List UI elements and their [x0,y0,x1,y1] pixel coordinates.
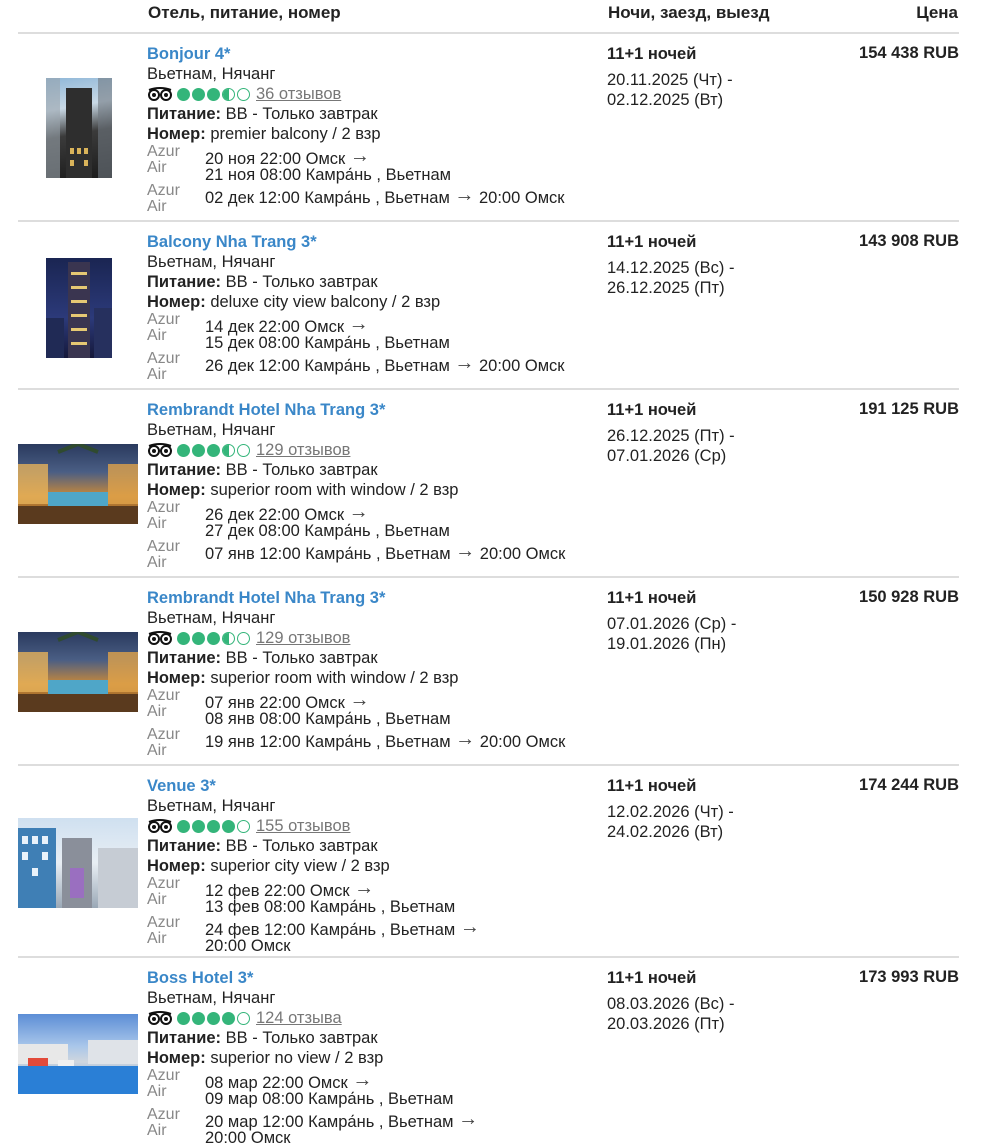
dates-cell [607,588,807,654]
arrow-icon: → [349,145,370,167]
flight-arrival: 20:00 Омск [478,189,565,207]
rating-dot [222,1012,235,1025]
price: 150 928 RUB [859,588,959,606]
flight-arrival: 15 дек 08:00 Камра́нь , Вьетнам [205,334,450,352]
airline-name-1: Azur [147,914,180,931]
flight-departure: 08 мар 22:00 Омск [205,1074,348,1092]
hotel-name-link[interactable]: Rembrandt Hotel Nha Trang 3* [147,589,386,607]
airline-name-1: Azur [147,311,180,328]
meal-value: BB - Только завтрак [225,461,378,479]
rating [147,1008,607,1028]
meal-label: Питание: [147,1029,222,1047]
table-row [18,388,959,576]
flight-return [147,915,607,954]
flight-outbound [147,876,607,915]
airline-name-1: Azur [147,499,180,516]
date-to: 07.01.2026 (Ср) [607,447,727,465]
flight-arrival: 27 дек 08:00 Камра́нь , Вьетнам [205,522,450,540]
flight-departure: 26 дек 22:00 Омск [205,506,345,524]
rating-dot [207,820,220,833]
header-nights: Ночи, заезд, выезд [608,3,770,22]
arrow-icon: → [454,184,475,206]
room-line [147,292,607,312]
flight-departure: 07 янв 12:00 Камра́нь , Вьетнам [205,545,451,563]
meal-value: BB - Только завтрак [225,273,378,291]
airline-label [147,876,205,915]
flight-outbound [147,144,607,183]
meal-value: BB - Только завтрак [225,105,378,123]
dates-cell [607,232,807,298]
date-to: 19.01.2026 (Пн) [607,635,727,653]
hotel-location: Вьетнам, Нячанг [147,253,276,271]
room-line [147,856,607,876]
flight-departure: 12 фев 22:00 Омск [205,882,350,900]
rating-dot [237,88,250,101]
arrow-icon: → [352,1069,373,1091]
date-from: 07.01.2026 (Ср) - [607,615,737,633]
hotel-photo[interactable] [46,78,112,178]
price: 154 438 RUB [859,44,959,62]
hotel-photo-art [18,444,138,524]
room-label: Номер: [147,293,206,311]
airline-label [147,351,205,383]
rating-dot [207,88,220,101]
hotel-photo[interactable] [18,1014,138,1094]
reviews-link[interactable]: 124 отзыва [256,1009,342,1027]
rating-dot [177,88,190,101]
hotel-name-link[interactable]: Venue 3* [147,777,216,795]
flight-return [147,351,607,383]
airline-name-1: Azur [147,538,180,555]
hotel-location: Вьетнам, Нячанг [147,989,276,1007]
room-value: superior city view / 2 взр [210,857,390,875]
dates-cell [607,776,807,842]
price: 173 993 RUB [859,968,959,986]
airline-label [147,1068,205,1107]
room-label: Номер: [147,669,206,687]
airline-name-1: Azur [147,143,180,160]
nights-count: 11+1 ночей [607,45,697,63]
flight-departure: 14 дек 22:00 Омск [205,318,345,336]
flight-arrival: 21 ноя 08:00 Камра́нь , Вьетнам [205,166,451,184]
header-price: Цена [916,3,958,22]
room-label: Номер: [147,481,206,499]
room-label: Номер: [147,857,206,875]
room-value: deluxe city view balcony / 2 взр [210,293,441,311]
room-value: premier balcony / 2 взр [210,125,381,143]
nights-count: 11+1 ночей [607,401,697,419]
flight-arrival: 20:00 Омск [478,357,565,375]
flight-arrival: 20:00 Омск [479,733,566,751]
date-to: 26.12.2025 (Пт) [607,279,725,297]
airline-name-1: Azur [147,182,180,199]
nights-count: 11+1 ночей [607,589,697,607]
airline-label [147,144,205,183]
table-row [18,32,959,220]
airline-name-1: Azur [147,350,180,367]
meal-label: Питание: [147,649,222,667]
rating-dot [237,1012,250,1025]
rating-dot [222,632,235,645]
tripadvisor-icon [147,443,173,457]
rating-dot [177,1012,190,1025]
hotel-name-link[interactable]: Balcony Nha Trang 3* [147,233,317,251]
airline-name-2: Air [147,198,167,215]
hotel-photo-art [18,818,138,908]
airline-name-2: Air [147,1083,167,1100]
flight-arrival: 13 фев 08:00 Камра́нь , Вьетнам [205,898,456,916]
reviews-link[interactable]: 129 отзывов [256,441,351,459]
hotel-photo-art [18,632,138,712]
date-to: 02.12.2025 (Вт) [607,91,724,109]
airline-name-2: Air [147,1122,167,1139]
reviews-link[interactable]: 155 отзывов [256,817,351,835]
flight-departure: 19 янв 12:00 Камра́нь , Вьетнам [205,733,451,751]
meal-line [147,648,607,668]
rating-dots [177,820,252,833]
date-to: 24.02.2026 (Вт) [607,823,724,841]
dates-cell [607,400,807,466]
flight-departure: 26 дек 12:00 Камра́нь , Вьетнам [205,357,450,375]
meal-line [147,104,607,124]
rating-dot [222,820,235,833]
rating-dot [177,820,190,833]
meal-label: Питание: [147,461,222,479]
flight-outbound [147,688,607,727]
meal-label: Питание: [147,273,222,291]
nights-count: 11+1 ночей [607,969,697,987]
airline-name-2: Air [147,515,167,532]
dates-cell [607,44,807,110]
room-line [147,480,607,500]
airline-name-2: Air [147,742,167,759]
flight-arrival: 20:00 Омск [479,545,566,563]
flight-departure: 07 янв 22:00 Омск [205,694,345,712]
rating-dot [237,444,250,457]
hotel-photo[interactable] [18,444,138,524]
room-label: Номер: [147,125,206,143]
airline-name-2: Air [147,327,167,344]
room-value: superior room with window / 2 взр [210,481,459,499]
rating-dots [177,1012,252,1025]
hotel-location: Вьетнам, Нячанг [147,65,276,83]
rating-dot [207,632,220,645]
date-from: 08.03.2026 (Вс) - [607,995,735,1013]
meal-label: Питание: [147,105,222,123]
arrow-icon: → [459,916,480,938]
hotel-photo-art [46,258,112,358]
flight-arrival: 09 мар 08:00 Камра́нь , Вьетнам [205,1090,454,1108]
meal-value: BB - Только завтрак [225,837,378,855]
flight-return [147,539,607,571]
rating-dot [177,632,190,645]
airline-name-2: Air [147,554,167,571]
airline-label [147,1107,205,1146]
date-from: 12.02.2026 (Чт) - [607,803,734,821]
flight-departure: 20 ноя 22:00 Омск [205,150,346,168]
arrow-icon: → [455,540,476,562]
flight-return [147,1107,607,1146]
airline-name-2: Air [147,703,167,720]
airline-label [147,500,205,539]
rating-dot [192,632,205,645]
rating-dots [177,444,252,457]
date-from: 14.12.2025 (Вс) - [607,259,735,277]
rating-dots [177,88,252,101]
arrow-icon: → [348,501,369,523]
flight-arrival: 20:00 Омск [205,1129,291,1147]
airline-label [147,727,205,759]
table-row [18,576,959,764]
arrow-icon: → [354,877,375,899]
flight-departure: 20 мар 12:00 Камра́нь , Вьетнам [205,1113,454,1131]
room-line [147,668,607,688]
rating-dot [237,632,250,645]
nights-count: 11+1 ночей [607,233,697,251]
meal-line [147,272,607,292]
rating-dot [192,1012,205,1025]
price: 174 244 RUB [859,776,959,794]
airline-name-2: Air [147,159,167,176]
price: 143 908 RUB [859,232,959,250]
tripadvisor-icon [147,1011,173,1025]
flight-outbound [147,1068,607,1107]
header-hotel: Отель, питание, номер [148,3,341,22]
tripadvisor-icon [147,819,173,833]
dates-cell [607,968,807,1034]
airline-label [147,312,205,351]
rating-dot [207,1012,220,1025]
rating-dots [177,632,252,645]
airline-name-1: Azur [147,875,180,892]
meal-value: BB - Только завтрак [225,649,378,667]
room-line [147,124,607,144]
rating-dot [207,444,220,457]
rating [147,84,607,104]
rating [147,628,607,648]
reviews-link[interactable]: 129 отзывов [256,629,351,647]
room-value: superior no view / 2 взр [210,1049,384,1067]
flight-arrival: 08 янв 08:00 Камра́нь , Вьетнам [205,710,451,728]
price: 191 125 RUB [859,400,959,418]
rating [147,816,607,836]
hotel-photo-art [18,1014,138,1094]
meal-line [147,1028,607,1048]
rating-dot [192,820,205,833]
airline-name-1: Azur [147,1067,180,1084]
flight-return [147,183,607,215]
arrow-icon: → [458,1108,479,1130]
airline-name-1: Azur [147,1106,180,1123]
arrow-icon: → [349,689,370,711]
rating-dot [192,88,205,101]
airline-name-1: Azur [147,687,180,704]
date-from: 20.11.2025 (Чт) - [607,71,733,89]
room-value: superior room with window / 2 взр [210,669,459,687]
tripadvisor-icon [147,631,173,645]
hotel-name-link[interactable]: Rembrandt Hotel Nha Trang 3* [147,401,386,419]
hotel-photo-art [46,78,112,178]
hotel-location: Вьетнам, Нячанг [147,421,276,439]
date-to: 20.03.2026 (Пт) [607,1015,725,1033]
flight-arrival: 20:00 Омск [205,937,291,955]
hotel-photo[interactable] [18,632,138,712]
flight-return [147,727,607,759]
meal-label: Питание: [147,837,222,855]
flight-departure: 24 фев 12:00 Камра́нь , Вьетнам [205,921,456,939]
flight-departure: 02 дек 12:00 Камра́нь , Вьетнам [205,189,450,207]
room-line [147,1048,607,1068]
rating-dot [222,88,235,101]
airline-name-2: Air [147,366,167,383]
meal-line [147,460,607,480]
table-row [18,956,959,1148]
hotel-location: Вьетнам, Нячанг [147,609,276,627]
airline-label [147,183,205,215]
meal-line [147,836,607,856]
flight-outbound [147,312,607,351]
airline-label [147,688,205,727]
tripadvisor-icon [147,87,173,101]
arrow-icon: → [454,352,475,374]
nights-count: 11+1 ночей [607,777,697,795]
hotel-photo[interactable] [46,258,112,358]
hotel-name-link[interactable]: Bonjour 4* [147,45,231,63]
hotel-location: Вьетнам, Нячанг [147,797,276,815]
arrow-icon: → [455,728,476,750]
airline-name-2: Air [147,891,167,908]
rating-dot [222,444,235,457]
date-from: 26.12.2025 (Пт) - [607,427,735,445]
flight-outbound [147,500,607,539]
hotel-photo[interactable] [18,818,138,908]
table-header [0,0,984,34]
arrow-icon: → [348,313,369,335]
airline-label [147,539,205,571]
airline-name-1: Azur [147,726,180,743]
room-label: Номер: [147,1049,206,1067]
rating-dot [177,444,190,457]
table-row [18,220,959,388]
airline-name-2: Air [147,930,167,947]
rating-dot [192,444,205,457]
table-row [18,764,959,956]
hotel-name-link[interactable]: Boss Hotel 3* [147,969,254,987]
reviews-link[interactable]: 36 отзывов [256,85,342,103]
airline-label [147,915,205,954]
rating-dot [237,820,250,833]
rating [147,440,607,460]
meal-value: BB - Только завтрак [225,1029,378,1047]
